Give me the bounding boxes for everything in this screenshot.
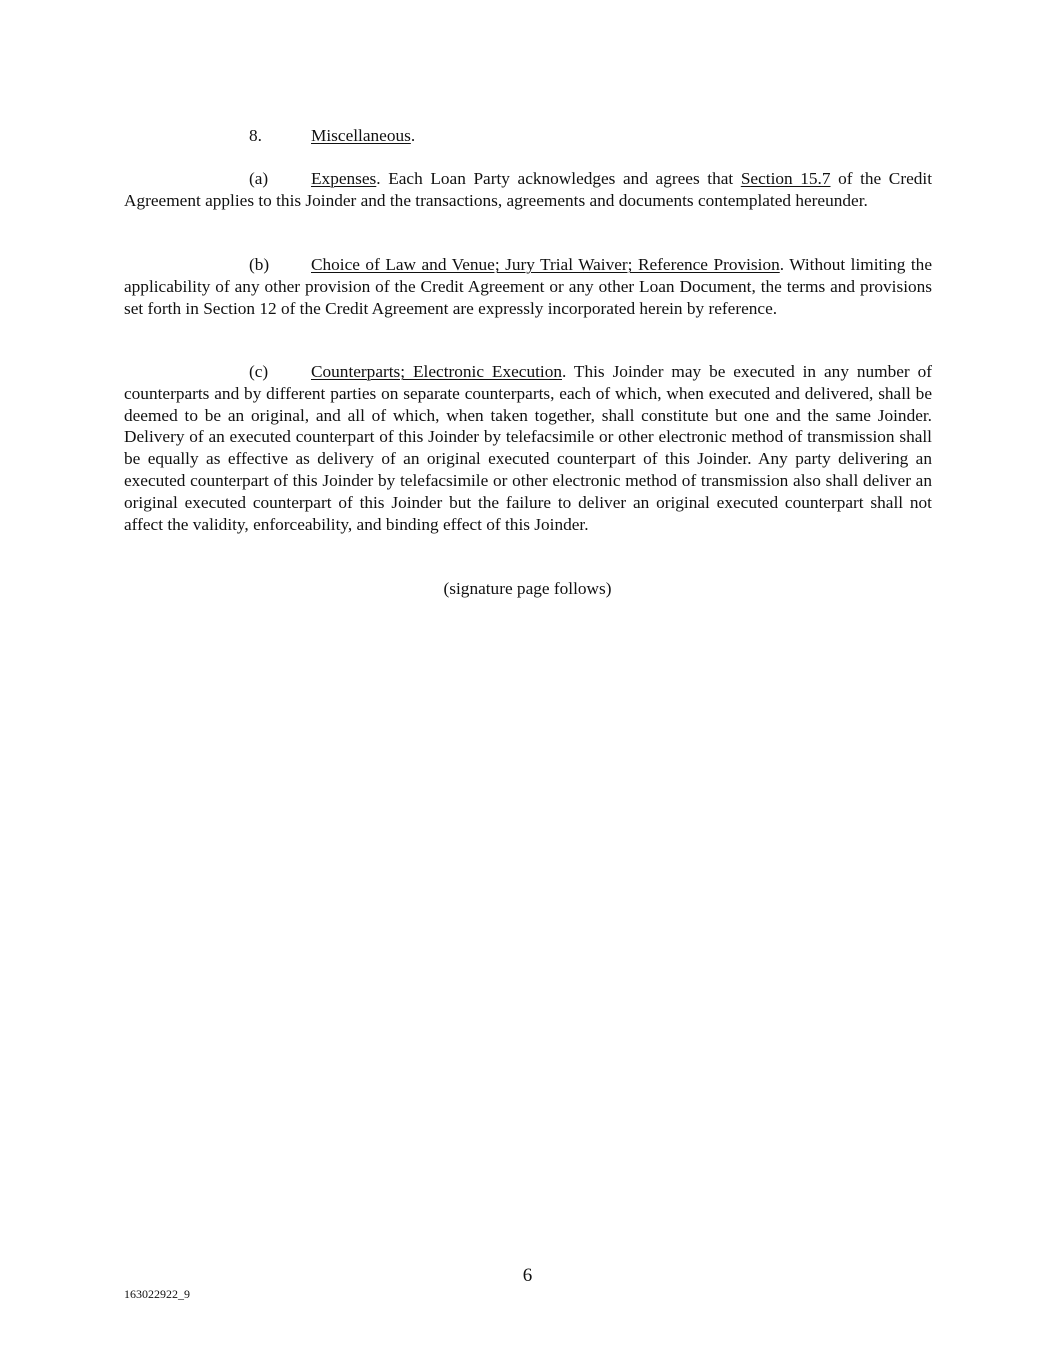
paragraph-c	[124, 361, 932, 535]
section-reference: Section 15.7	[740, 169, 831, 188]
document-id: 163022922_9	[124, 1287, 190, 1301]
paragraph-b	[124, 254, 932, 319]
paragraph-a-text-2: of the Credit Agreement applies to this Joinder and the transactions, agreements and documents contemplated hereunder.	[124, 169, 932, 210]
paragraph-c-text: . This Joinder may be executed in any number of counterparts and by different parties on separate counterparts, each of which, when executed and delivered, shall be deemed to be an original, and all of which, when taken together, shall constitute but one and the same Joinder. Delivery of an executed counterpart of this Joinder by telefacsimile or other electronic method of transmission shall be equally as effective as delivery of an original executed counterpart of this Joinder. Any party delivering an executed counterpart of this Joinder by telefacsimile or other electronic method of transmission also shall deliver an original executed counterpart of this Joinder but the failure to deliver an original executed counterpart shall not affect the validity, enforceability, and binding effect of this Joinder.	[124, 362, 932, 534]
section-number: 8.	[249, 126, 262, 145]
paragraph-c-label: (c)	[249, 362, 269, 381]
page-number: 6	[522, 1265, 533, 1286]
paragraph-a-heading: Expenses	[311, 169, 377, 188]
signature-note: (signature page follows)	[443, 579, 612, 598]
paragraph-b-text: . Without limiting the applicability of any other provision of the Credit Agreement or any other Loan Document, the terms and provisions set forth in Section 12 of the Credit Agreement are expressly incorporated herein by reference.	[124, 255, 932, 318]
section-heading: 8. Miscellaneous.	[249, 126, 416, 145]
paragraph-a-text-1: . Each Loan Party acknowledges and agrees that	[376, 169, 741, 188]
paragraph-c-heading: Counterparts; Electronic Execution	[311, 362, 562, 381]
paragraph-b-heading: Choice of Law and Venue; Jury Trial Waiver; Reference Provision	[311, 255, 780, 274]
paragraph-a-label: (a)	[249, 169, 269, 188]
paragraph-a	[124, 168, 932, 212]
section-title: Miscellaneous	[311, 126, 411, 145]
paragraph-b-label: (b)	[249, 255, 270, 274]
